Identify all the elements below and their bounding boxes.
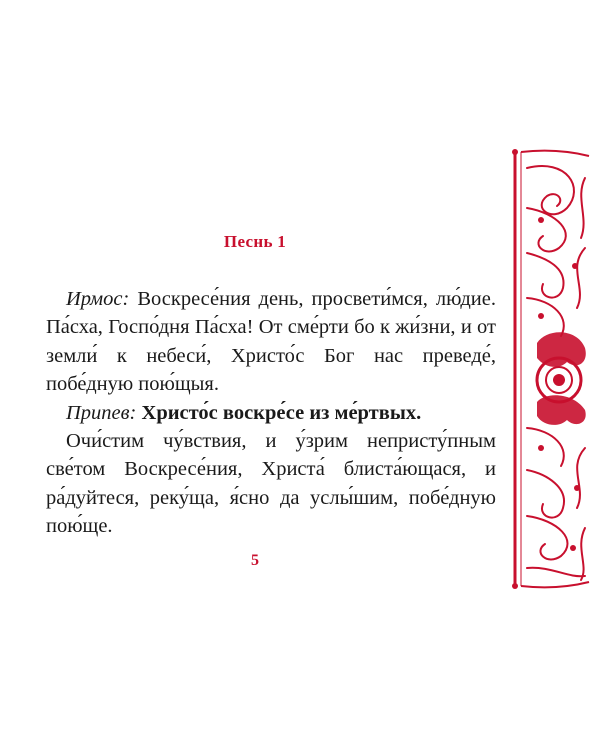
troparion-paragraph <box>46 427 496 541</box>
page-heading: Песнь 1 <box>223 232 287 251</box>
floral-border-ornament-icon <box>497 148 593 590</box>
refrain-paragraph <box>46 399 496 427</box>
troparion-text: Очи́стим чу́вствия, и у́зрим непристу́пным све́том Воскресе́ния, Христа́ блиста́ющася, и ра́дуйтеся, реку́ща, я́сно да услы́шим, побе́дную пою́ще. <box>46 430 496 538</box>
main-text <box>46 285 496 541</box>
page-number: 5 <box>251 552 259 569</box>
irmos-label: Ирмос: <box>66 288 130 310</box>
refrain-text: Христо́с воскре́се из ме́ртвых. <box>141 401 422 424</box>
irmos-paragraph <box>46 285 496 399</box>
irmos-text: Воскресе́ния день, просвети́мся, лю́дие. Па́сха, Госпо́дня Па́сха! От сме́рти бо к жи́зни, и от земли́ к небеси́, Христо́с Бог нас преведе́, побе́дную пою́щыя. <box>46 288 496 396</box>
refrain-label: Припев: <box>66 401 137 424</box>
